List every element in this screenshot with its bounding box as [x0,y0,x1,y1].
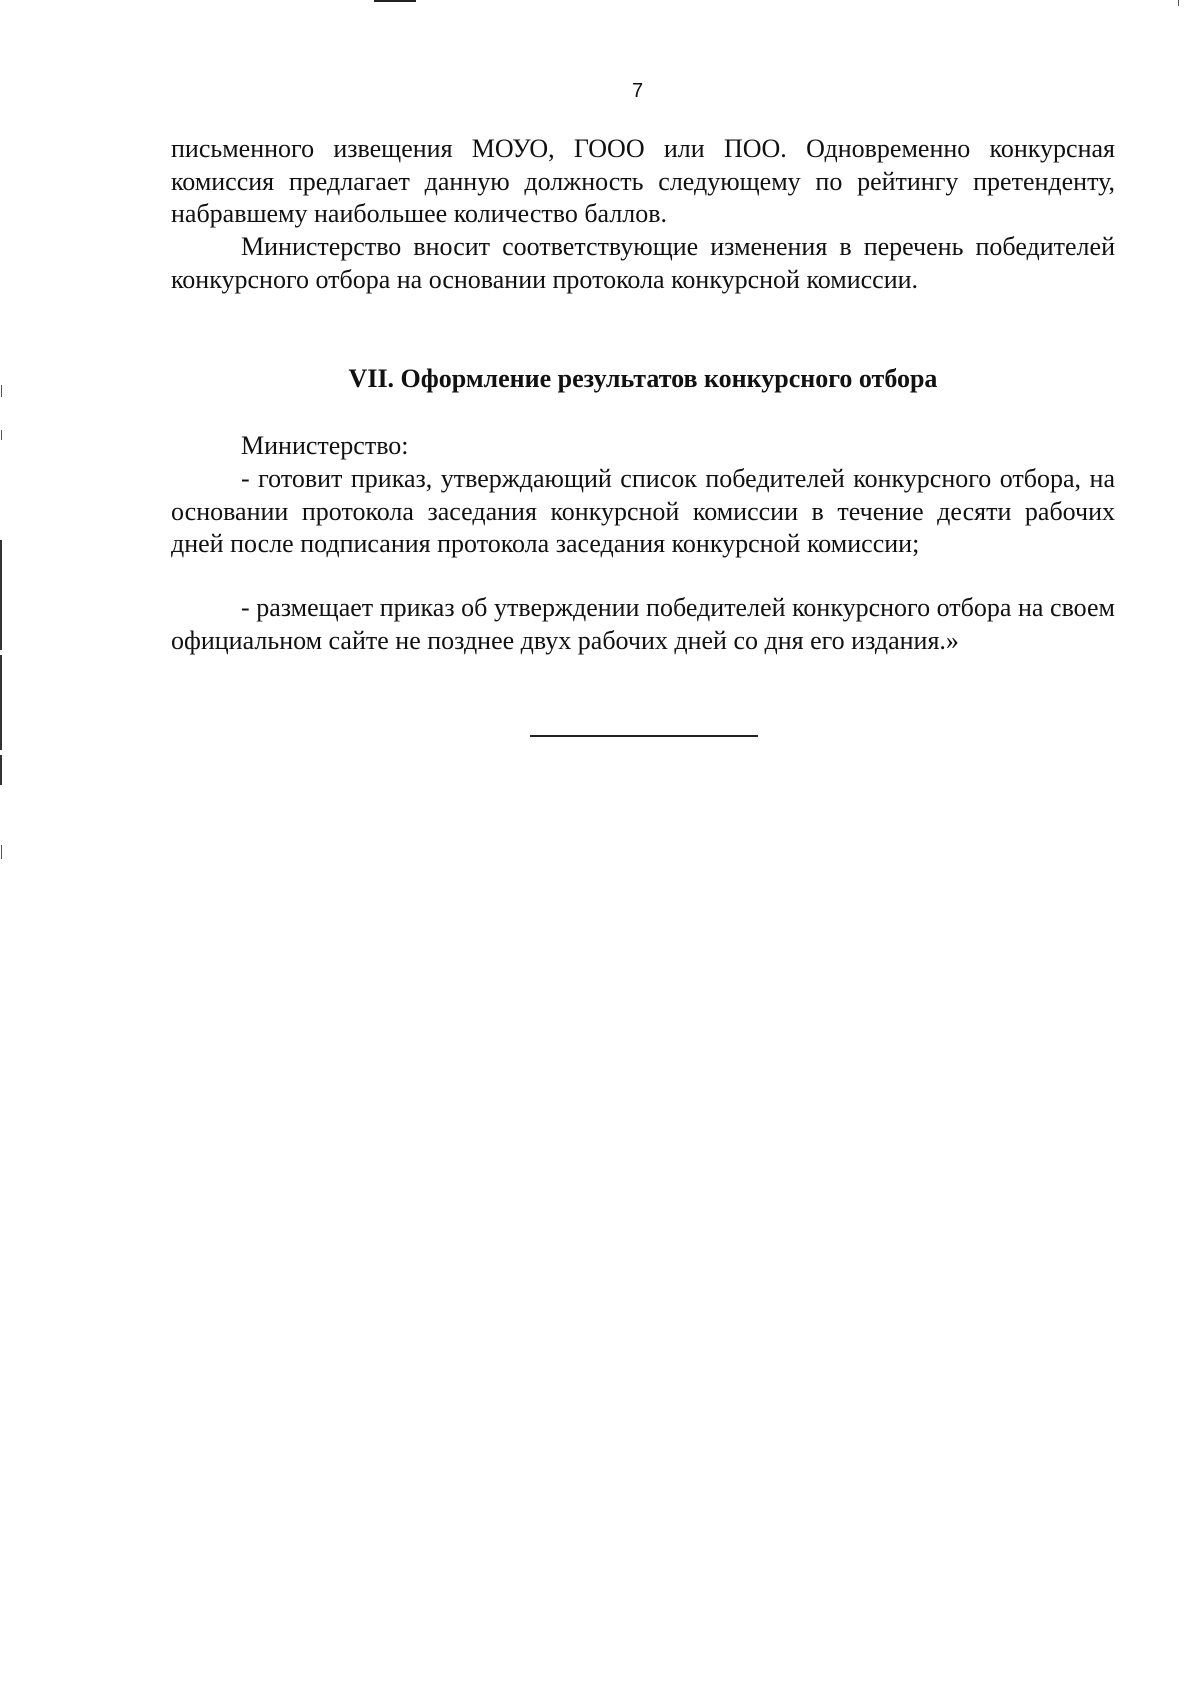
paragraph-notice: письменного извещения МОУО, ГООО или ПОО. Одновременно конкурсная комиссия предлагает данную должность следующему по рейтингу претенденту, набравшему наибольшее количество баллов. [171,134,1115,228]
list-item-prepare-order: - готовит приказ, утверждающий список победителей конкурсного отбора, на основании протокола заседания конкурсной комиссии в течение десяти рабочих дней после подписания протокола заседания конкурсной комиссии; [171,464,1115,558]
section-heading: VII. Оформление результатов конкурсного отбора [348,364,938,393]
scan-speck [1,385,2,397]
top-scan-mark [374,0,416,2]
scan-speck [1,430,2,440]
section-intro: Министерство: [241,431,409,460]
scan-margin-line [0,755,2,785]
closing-divider [530,735,758,737]
paragraph-ministry-changes: Министерство вносит соответствующие изменения в перечень победителей конкурсного отбора на основании протокола конкурсной комиссии. [171,232,1115,294]
scan-margin-line [0,655,2,750]
list-item-publish-order: - размещает приказ об утверждении победителей конкурсного отбора на своем официальном сайте не позднее двух рабочих дней со дня его издания.» [171,593,1115,655]
scan-speck [1178,0,1179,6]
scan-margin-line [0,540,2,650]
page-number: 7 [631,80,644,102]
scan-speck [1,845,2,859]
